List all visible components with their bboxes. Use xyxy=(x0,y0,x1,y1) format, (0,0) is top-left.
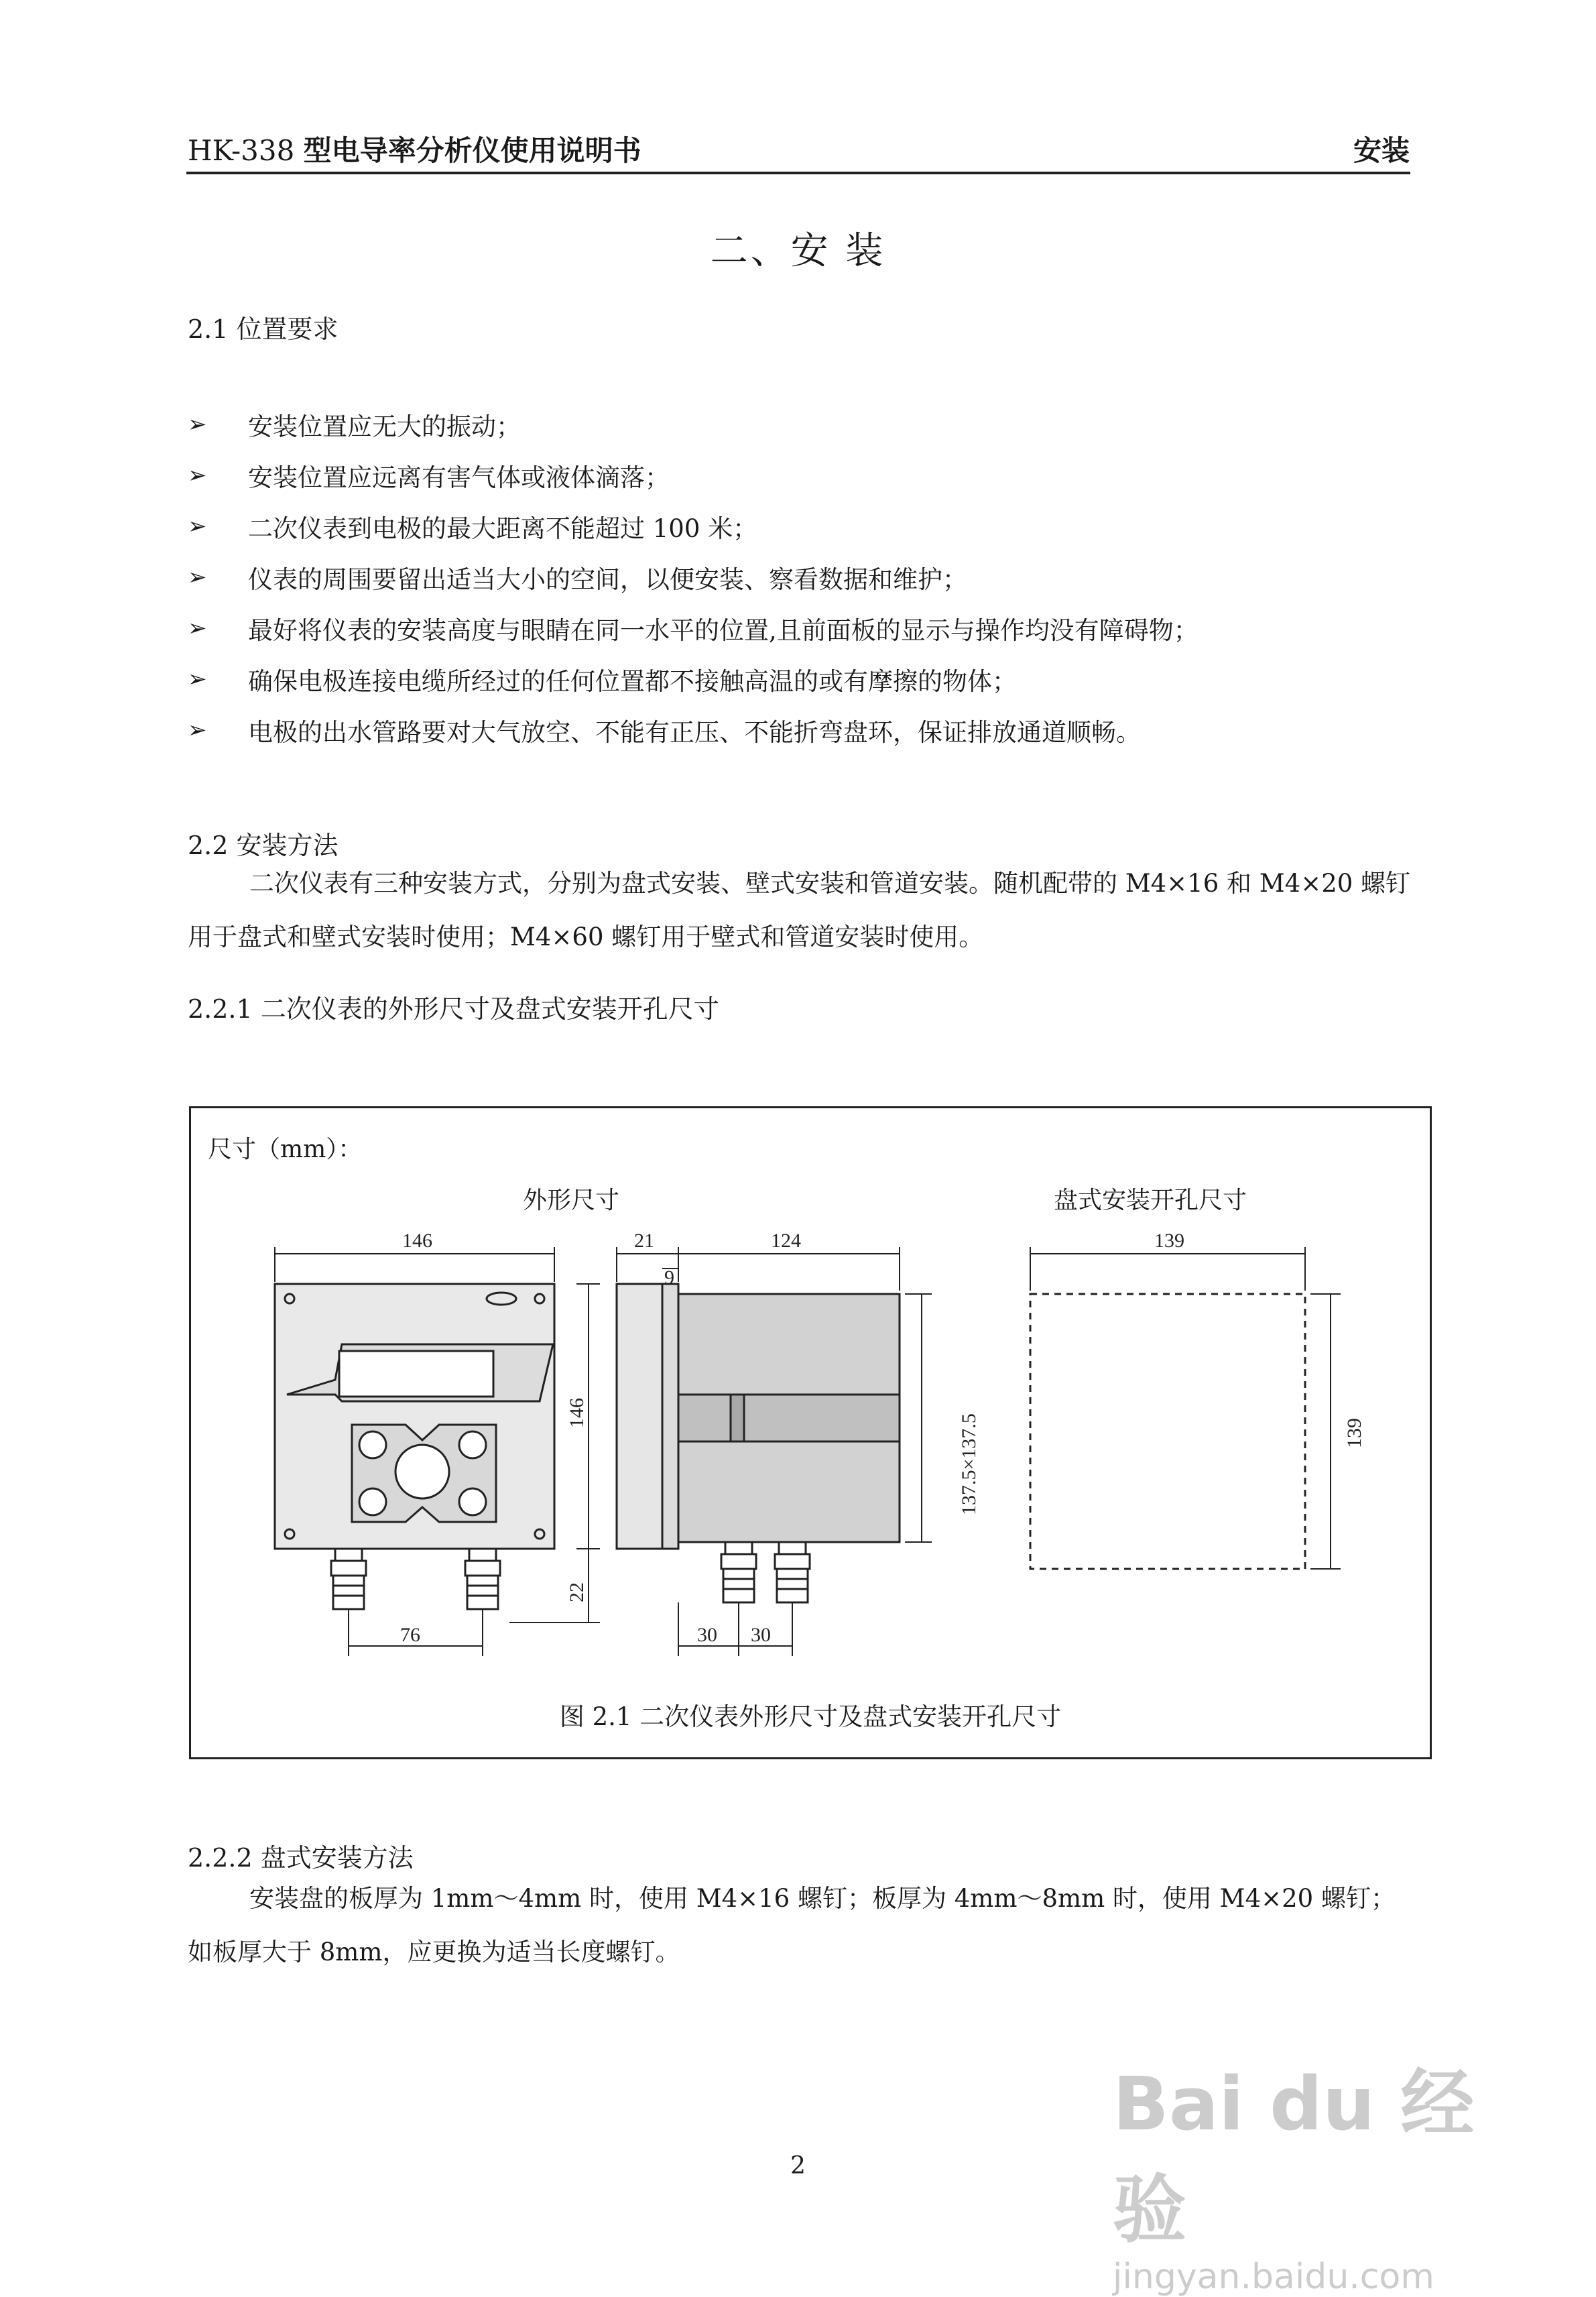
dim-front-width: 146 xyxy=(402,1230,432,1252)
keypad-center-button xyxy=(395,1445,449,1498)
dim-gland-spacing: 76 xyxy=(400,1624,420,1646)
header-model: HK-338 xyxy=(188,134,304,167)
dim-side-137: 137.5×137.5 xyxy=(958,1413,980,1515)
figure-caption: 图 2.1 二次仪表外形尺寸及盘式安装开孔尺寸 xyxy=(559,1702,1062,1731)
side-body-lower xyxy=(678,1441,900,1542)
arrow-bullet-icon: ➢ xyxy=(188,564,207,591)
dim-cut-height: 139 xyxy=(1343,1418,1365,1448)
dim-cut-width: 139 xyxy=(1154,1230,1184,1252)
figure-label-cutout: 盘式安装开孔尺寸 xyxy=(1054,1187,1247,1214)
watermark xyxy=(1113,2045,1515,2297)
figure-units: 尺寸（mm）： xyxy=(208,1136,363,1163)
dim-side-21: 21 xyxy=(634,1230,654,1252)
header-product: 型电导率分析仪使用说明书 xyxy=(303,134,641,167)
side-body-middle xyxy=(678,1395,900,1441)
arrow-bullet-icon: ➢ xyxy=(188,615,207,642)
list-item: ➢ 电极的出水管路要对大气放空、不能有正压、不能折弯盘环，保证排放通道顺畅。 xyxy=(188,717,1141,747)
dim-gland-offset: 22 xyxy=(566,1582,588,1602)
keypad-button xyxy=(459,1488,486,1515)
watermark-url: jingyan.baidu.com xyxy=(1113,2257,1434,2297)
arrow-bullet-icon: ➢ xyxy=(188,513,207,540)
section-2-2-paragraph: 二次仪表有三种安装方式，分别为盘式安装、壁式安装和管道安装。随机配带的 M4×16 和 M4×20 螺钉用于盘式和壁式安装时使用；M4×60 螺钉用于壁式和管道安装时使用。 xyxy=(188,869,1411,951)
list-item: ➢ 安装位置应远离有害气体或液体滴落； xyxy=(188,462,670,492)
cable-gland xyxy=(721,1542,756,1602)
arrow-bullet-icon: ➢ xyxy=(188,462,207,489)
list-item: ➢ 安装位置应无大的振动； xyxy=(188,411,521,441)
dim-rear-30b: 30 xyxy=(751,1624,771,1646)
list-item: ➢ 二次仪表到电极的最大距离不能超过 100 米； xyxy=(188,513,758,543)
section-2-2-2-heading: 2.2.2 盘式安装方法 xyxy=(188,1843,414,1873)
cable-gland xyxy=(465,1549,500,1609)
list-item: ➢ 仪表的周围要留出适当大小的空间，以便安装、察看数据和维护； xyxy=(188,564,967,594)
arrow-bullet-icon: ➢ xyxy=(188,717,207,744)
dim-front-height: 146 xyxy=(566,1398,588,1428)
header-section: 安装 xyxy=(1353,134,1410,167)
page-title: 二、安 装 xyxy=(710,229,886,273)
side-body-upper xyxy=(678,1294,900,1395)
display-window xyxy=(339,1351,493,1397)
watermark-brand: Bai du 经验 xyxy=(1113,2061,1475,2253)
keypad-button xyxy=(359,1431,386,1458)
arrow-bullet-icon: ➢ xyxy=(188,411,207,438)
list-item: ➢ 确保电极连接电缆所经过的任何位置都不接触高温的或有摩擦的物体； xyxy=(188,666,1017,696)
dim-rear-30a: 30 xyxy=(697,1624,717,1646)
cable-gland xyxy=(775,1542,810,1602)
page-number: 2 xyxy=(790,2152,806,2180)
section-2-2-1-heading: 2.2.1 二次仪表的外形尺寸及盘式安装开孔尺寸 xyxy=(188,994,719,1024)
keypad-button xyxy=(359,1488,386,1515)
arrow-bullet-icon: ➢ xyxy=(188,666,207,693)
cutout-outline xyxy=(1030,1294,1305,1569)
keypad-button xyxy=(459,1431,486,1458)
list-item: ➢ 最好将仪表的安装高度与眼睛在同一水平的位置,且前面板的显示与操作均没有障碍物； xyxy=(188,615,1199,645)
section-2-2-2-paragraph: 安装盘的板厚为 1mm～4mm 时，使用 M4×16 螺钉；板厚为 4mm～8mm 时，使用 M4×20 螺钉；如板厚大于 8mm，应更换为适当长度螺钉。 xyxy=(188,1884,1396,1966)
dim-side-9: 9 xyxy=(664,1267,674,1289)
section-2-1-heading: 2.1 位置要求 xyxy=(188,314,339,344)
section-2-2-heading: 2.2 安装方法 xyxy=(188,831,339,860)
dim-side-124: 124 xyxy=(771,1230,801,1252)
figure-label-outline: 外形尺寸 xyxy=(523,1187,620,1214)
cable-gland xyxy=(331,1549,366,1609)
